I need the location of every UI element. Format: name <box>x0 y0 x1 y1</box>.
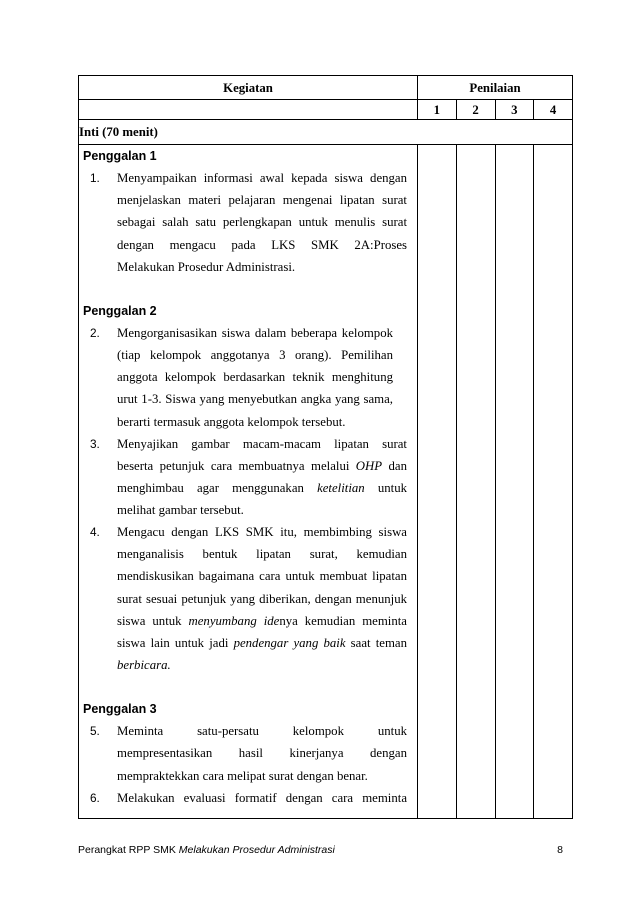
step-text <box>117 322 393 433</box>
text-line <box>117 189 407 211</box>
section-row <box>79 120 573 145</box>
text-run: Melakukan Prosedur Administrasi. <box>117 259 296 274</box>
step-number: 5. <box>90 724 100 739</box>
italic-text-run: ketelitian <box>317 480 365 495</box>
text-line <box>117 565 407 587</box>
activity-step <box>79 167 417 278</box>
activity-step <box>79 787 417 809</box>
assessment-score-cell <box>495 145 534 819</box>
text-line <box>117 167 407 189</box>
step-number: 3. <box>90 436 100 451</box>
activity-step <box>79 720 417 786</box>
text-line <box>117 720 407 742</box>
text-line <box>117 543 407 565</box>
stage-title: Penggalan 2 <box>83 303 157 318</box>
step-number: 4. <box>90 525 100 540</box>
assessment-level-2: 2 <box>456 100 495 120</box>
text-run: dan <box>382 458 407 473</box>
assessment-level-4: 4 <box>534 100 573 120</box>
page-footer <box>78 842 563 858</box>
text-run: mendiskusikan bagaimana cara untuk membuat lipatan <box>117 569 407 584</box>
assessment-level-3: 3 <box>495 100 534 120</box>
text-line <box>117 588 407 610</box>
step-number: 6. <box>90 790 100 805</box>
text-run: (tiap kelompok anggotanya 3 orang). Pemilihan <box>117 348 393 363</box>
activity-step <box>79 433 417 522</box>
text-line <box>117 499 407 521</box>
text-run: Meminta satu-persatu kelompok untuk <box>117 724 407 739</box>
text-line <box>117 742 407 764</box>
text-run: Melakukan evaluasi formatif dengan cara meminta <box>117 790 407 805</box>
text-run: nya kemudian meminta <box>279 613 407 628</box>
italic-text-run: OHP <box>355 458 383 473</box>
text-line <box>117 366 393 388</box>
assessment-score-cell <box>418 145 457 819</box>
text-run: beserta petunjuk cara membuatnya melalui <box>117 458 356 473</box>
text-line <box>117 521 407 543</box>
assessment-score-cell <box>534 145 573 819</box>
italic-text-run: menyumbang ide <box>188 613 280 628</box>
text-run: Menyajikan gambar macam-macam lipatan surat <box>117 436 407 451</box>
activity-assessment-table <box>78 75 573 819</box>
text-line <box>117 765 407 787</box>
step-number: 1. <box>90 171 100 186</box>
text-line <box>117 455 407 477</box>
activity-column-header: Kegiatan <box>79 76 418 100</box>
text-line <box>117 211 407 233</box>
text-run: Mengorganisasikan siswa dalam beberapa kelompok <box>117 326 393 340</box>
activity-step <box>79 322 417 433</box>
step-text <box>117 720 407 786</box>
text-run: dengan mengacu pada LKS SMK 2A:Proses <box>117 237 407 252</box>
text-run: siswa lain untuk jadi <box>117 635 234 650</box>
section-title: Inti (70 menit) <box>79 120 573 145</box>
text-line <box>117 388 393 410</box>
text-line <box>117 411 393 433</box>
assessment-levels-row <box>79 100 573 120</box>
text-run: menjelaskan materi pelajaran mengenai lipatan surat <box>117 193 407 208</box>
footer-document-title: Perangkat RPP SMK <box>78 844 176 856</box>
table-header-row <box>79 76 573 100</box>
text-run: Mengacu dengan LKS SMK itu, membimbing siswa <box>117 525 407 540</box>
stage-title: Penggalan 1 <box>83 149 157 163</box>
text-line <box>117 477 407 499</box>
step-text <box>117 521 407 676</box>
text-line <box>117 632 407 654</box>
text-run: urut 1-3. Siswa yang menyebutkan angka yang sama, <box>117 392 393 407</box>
page-number: 8 <box>557 844 563 856</box>
text-line <box>117 787 407 809</box>
activities-cell <box>79 145 418 819</box>
step-text <box>117 787 407 809</box>
text-run: melihat gambar tersebut. <box>117 503 244 517</box>
text-run: mempraktekkan cara melipat surat dengan benar. <box>117 768 368 783</box>
text-run: berarti termasuk anggota kelompok tersebut. <box>117 414 346 429</box>
text-line <box>117 433 407 455</box>
step-number: 2. <box>90 326 100 340</box>
text-run: Menyampaikan informasi awal kepada siswa dengan <box>117 171 407 186</box>
italic-text-run: pendengar yang baik <box>233 635 346 650</box>
step-text <box>117 167 407 278</box>
text-run: sebagai salah satu perlengkapan untuk menulis surat <box>117 215 407 230</box>
text-run: menghimbau agar menggunakan <box>117 480 318 495</box>
activity-stage <box>79 300 417 676</box>
italic-text-run: berbicara. <box>117 657 171 672</box>
footer-document-subtitle: Melakukan Prosedur Administrasi <box>178 844 335 856</box>
activity-stage <box>79 145 417 278</box>
text-run: saat teman <box>345 635 407 650</box>
text-run: mempresentasikan hasil kinerjanya dengan <box>117 746 407 761</box>
stage-title: Penggalan 3 <box>83 702 157 717</box>
activities-row <box>79 145 573 819</box>
text-run: untuk <box>364 480 407 495</box>
text-line <box>117 234 407 256</box>
activity-stage <box>79 698 417 809</box>
text-run: menganalisis bentuk lipatan surat, kemudian <box>117 547 407 562</box>
assessment-column-header: Penilaian <box>418 76 573 100</box>
text-line <box>117 654 407 676</box>
text-line <box>117 610 407 632</box>
text-line <box>117 322 393 344</box>
text-run: surat sesuai petunjuk yang diberikan, dengan menunjuk <box>117 591 407 606</box>
assessment-level-1: 1 <box>418 100 457 120</box>
text-line <box>117 256 407 278</box>
text-run: siswa untuk <box>117 613 189 628</box>
step-text <box>117 433 407 522</box>
text-line <box>117 344 393 366</box>
assessment-score-cell <box>456 145 495 819</box>
activity-step <box>79 521 417 676</box>
text-run: anggota kelompok berdasarkan teknik menghitung <box>117 370 393 385</box>
footer-document-name <box>78 842 335 858</box>
activity-column-spacer <box>79 100 418 120</box>
